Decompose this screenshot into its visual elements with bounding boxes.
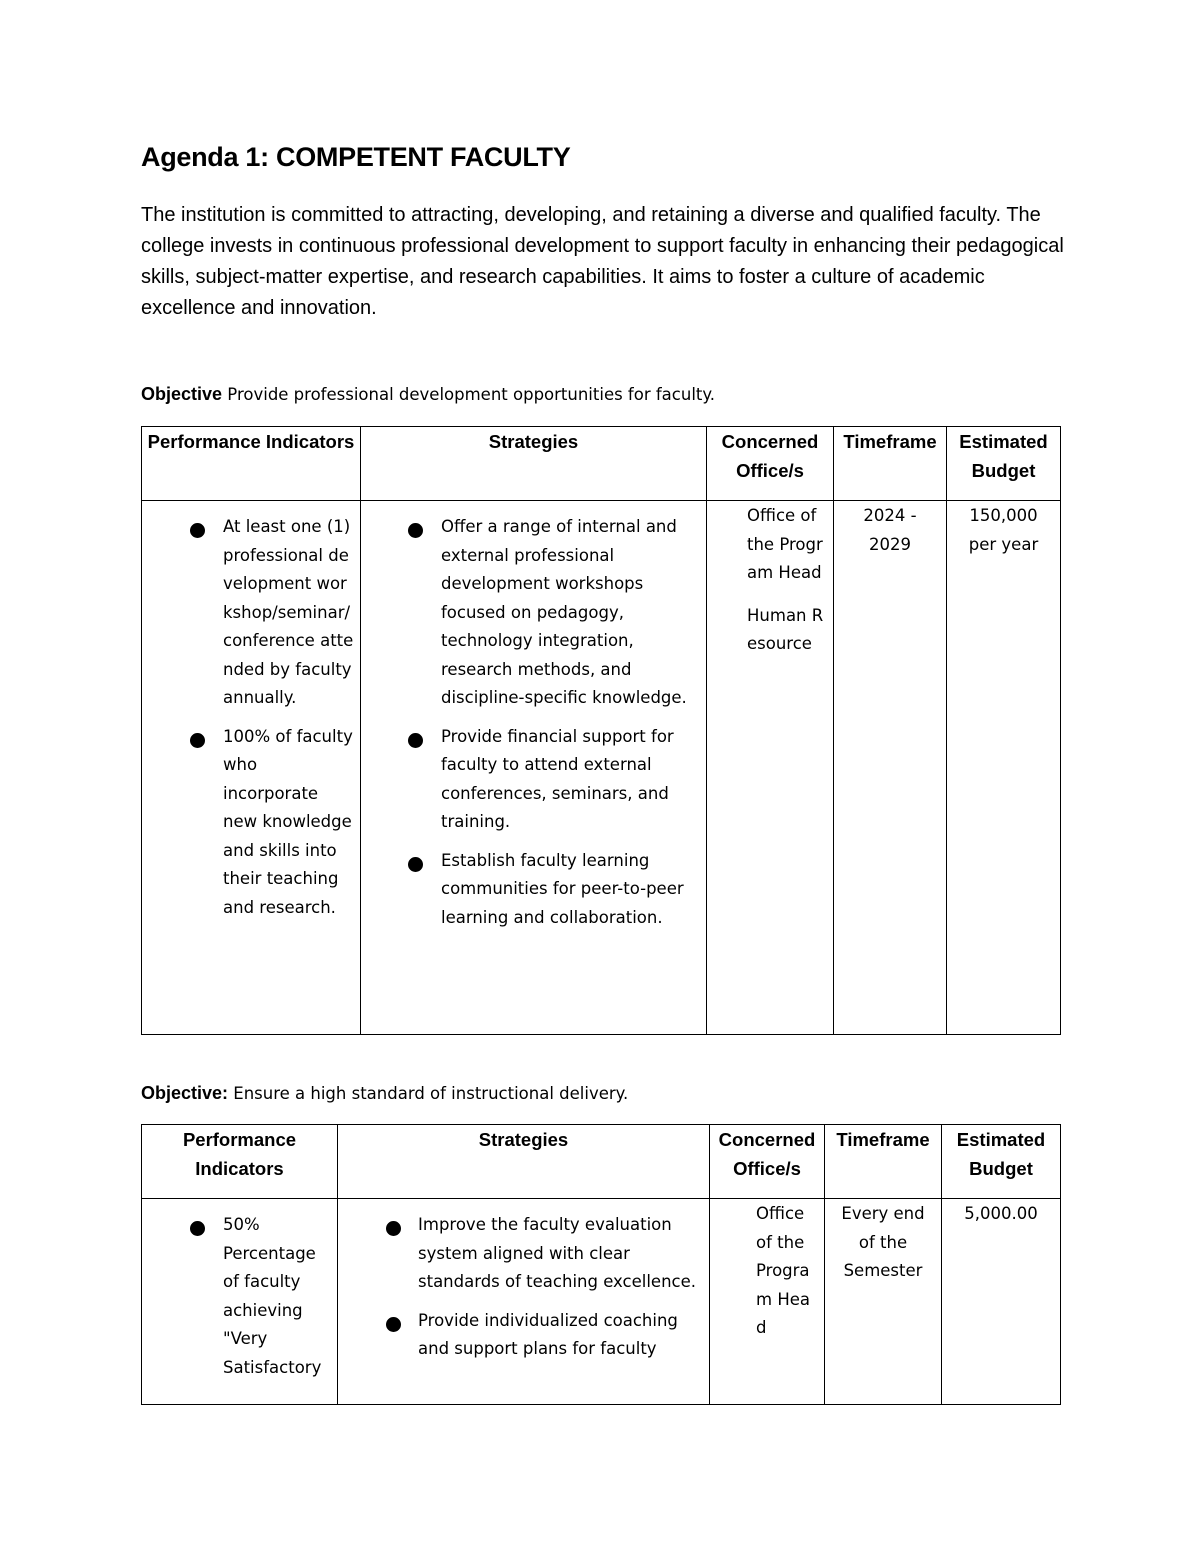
- strategy-text: Establish faculty learning communities for peer-to-peer learning and collaboration.: [441, 850, 684, 927]
- office-name: Office of the Program Head: [747, 506, 823, 582]
- bullet-icon: [386, 1317, 401, 1332]
- timeframe-cell: 2024 - 2029: [834, 501, 947, 1035]
- indicator-text: At least one (1) professional development workshop/seminar/conference attended by faculty annually.: [223, 517, 354, 707]
- indicators-cell: [142, 501, 361, 1035]
- bullet-icon: [408, 857, 423, 872]
- strategy-list: [338, 1211, 701, 1364]
- office-cell: [707, 501, 834, 1035]
- objective-1-label: Objective: [141, 384, 223, 404]
- list-item: [142, 513, 356, 713]
- strategy-text: Improve the faculty evaluation system aligned with clear standards of teaching excellence.: [418, 1215, 697, 1291]
- indicator-list: [142, 1211, 333, 1382]
- strategies-cell: [338, 1199, 710, 1405]
- objective-1: [141, 383, 715, 406]
- objective-2-label: Objective:: [141, 1083, 229, 1103]
- indicator-text: 100% of faculty who incorporate new knowledge and skills into their teaching and research.: [223, 726, 353, 917]
- office-cell: [710, 1199, 825, 1405]
- bullet-icon: [386, 1221, 401, 1236]
- objective-2: [141, 1082, 628, 1105]
- indicator-text: 50% Percentage of faculty achieving "Very Satisfactory: [223, 1215, 322, 1377]
- bullet-icon: [190, 1221, 205, 1236]
- bullet-icon: [408, 733, 423, 748]
- table-row: [142, 1199, 1061, 1405]
- budget-cell: 150,000 per year: [947, 501, 1061, 1035]
- list-item: [338, 1307, 701, 1364]
- objective-2-text: Ensure a high standard of instructional delivery.: [228, 1084, 629, 1103]
- list-item: [361, 847, 698, 933]
- header-budget: Estimated Budget: [947, 427, 1061, 501]
- header-strategies: Strategies: [361, 427, 707, 501]
- timeframe-cell: Every end of the Semester: [825, 1199, 942, 1405]
- list-item: [361, 513, 698, 713]
- indicators-cell: [142, 1199, 338, 1405]
- header-budget: Estimated Budget: [942, 1125, 1061, 1199]
- bullet-icon: [190, 523, 205, 538]
- list-item: [142, 1211, 333, 1382]
- plan-table-2: [141, 1124, 1061, 1405]
- header-timeframe: Timeframe: [834, 427, 947, 501]
- header-indicators: Performance Indicators: [142, 1125, 338, 1199]
- list-item: [338, 1211, 701, 1297]
- header-office: Concerned Office/s: [707, 427, 834, 501]
- agenda-heading: Agenda 1: COMPETENT FACULTY: [141, 142, 571, 172]
- header-indicators: Performance Indicators: [142, 427, 361, 501]
- objective-1-text: Provide professional development opportunities for faculty.: [222, 385, 716, 404]
- intro-paragraph: The institution is committed to attracting, developing, and retaining a diverse and qualified faculty. The college invests in continuous professional development to support faculty in enhancing their pedagogical skills, subject-matter expertise, and research capabilities. It aims to foster a culture of academic excellence and innovation.: [141, 204, 1064, 319]
- table-row: [142, 501, 1061, 1035]
- strategy-text: Provide financial support for faculty to attend external conferences, seminars, and training.: [441, 726, 674, 831]
- strategies-cell: [361, 501, 707, 1035]
- plan-table-1: [141, 426, 1061, 1035]
- header-office: Concerned Office/s: [710, 1125, 825, 1199]
- bullet-icon: [190, 733, 205, 748]
- strategy-list: [361, 513, 698, 932]
- header-strategies: Strategies: [338, 1125, 710, 1199]
- bullet-icon: [408, 523, 423, 538]
- office-name: Human Resource: [747, 605, 824, 653]
- table-1-header-row: [142, 427, 1061, 501]
- strategy-text: Offer a range of internal and external professional development workshops focused on pedagogy, technology integration, research methods, and discipline-specific knowledge.: [441, 517, 687, 707]
- table-2-header-row: [142, 1125, 1061, 1199]
- header-timeframe: Timeframe: [825, 1125, 942, 1199]
- indicator-list: [142, 513, 356, 922]
- office-name: Office of the Program Head: [756, 1204, 810, 1337]
- list-item: [361, 723, 698, 837]
- strategy-text: Provide individualized coaching and support plans for faculty: [418, 1310, 678, 1358]
- list-item: [142, 723, 356, 923]
- budget-cell: 5,000.00: [942, 1199, 1061, 1405]
